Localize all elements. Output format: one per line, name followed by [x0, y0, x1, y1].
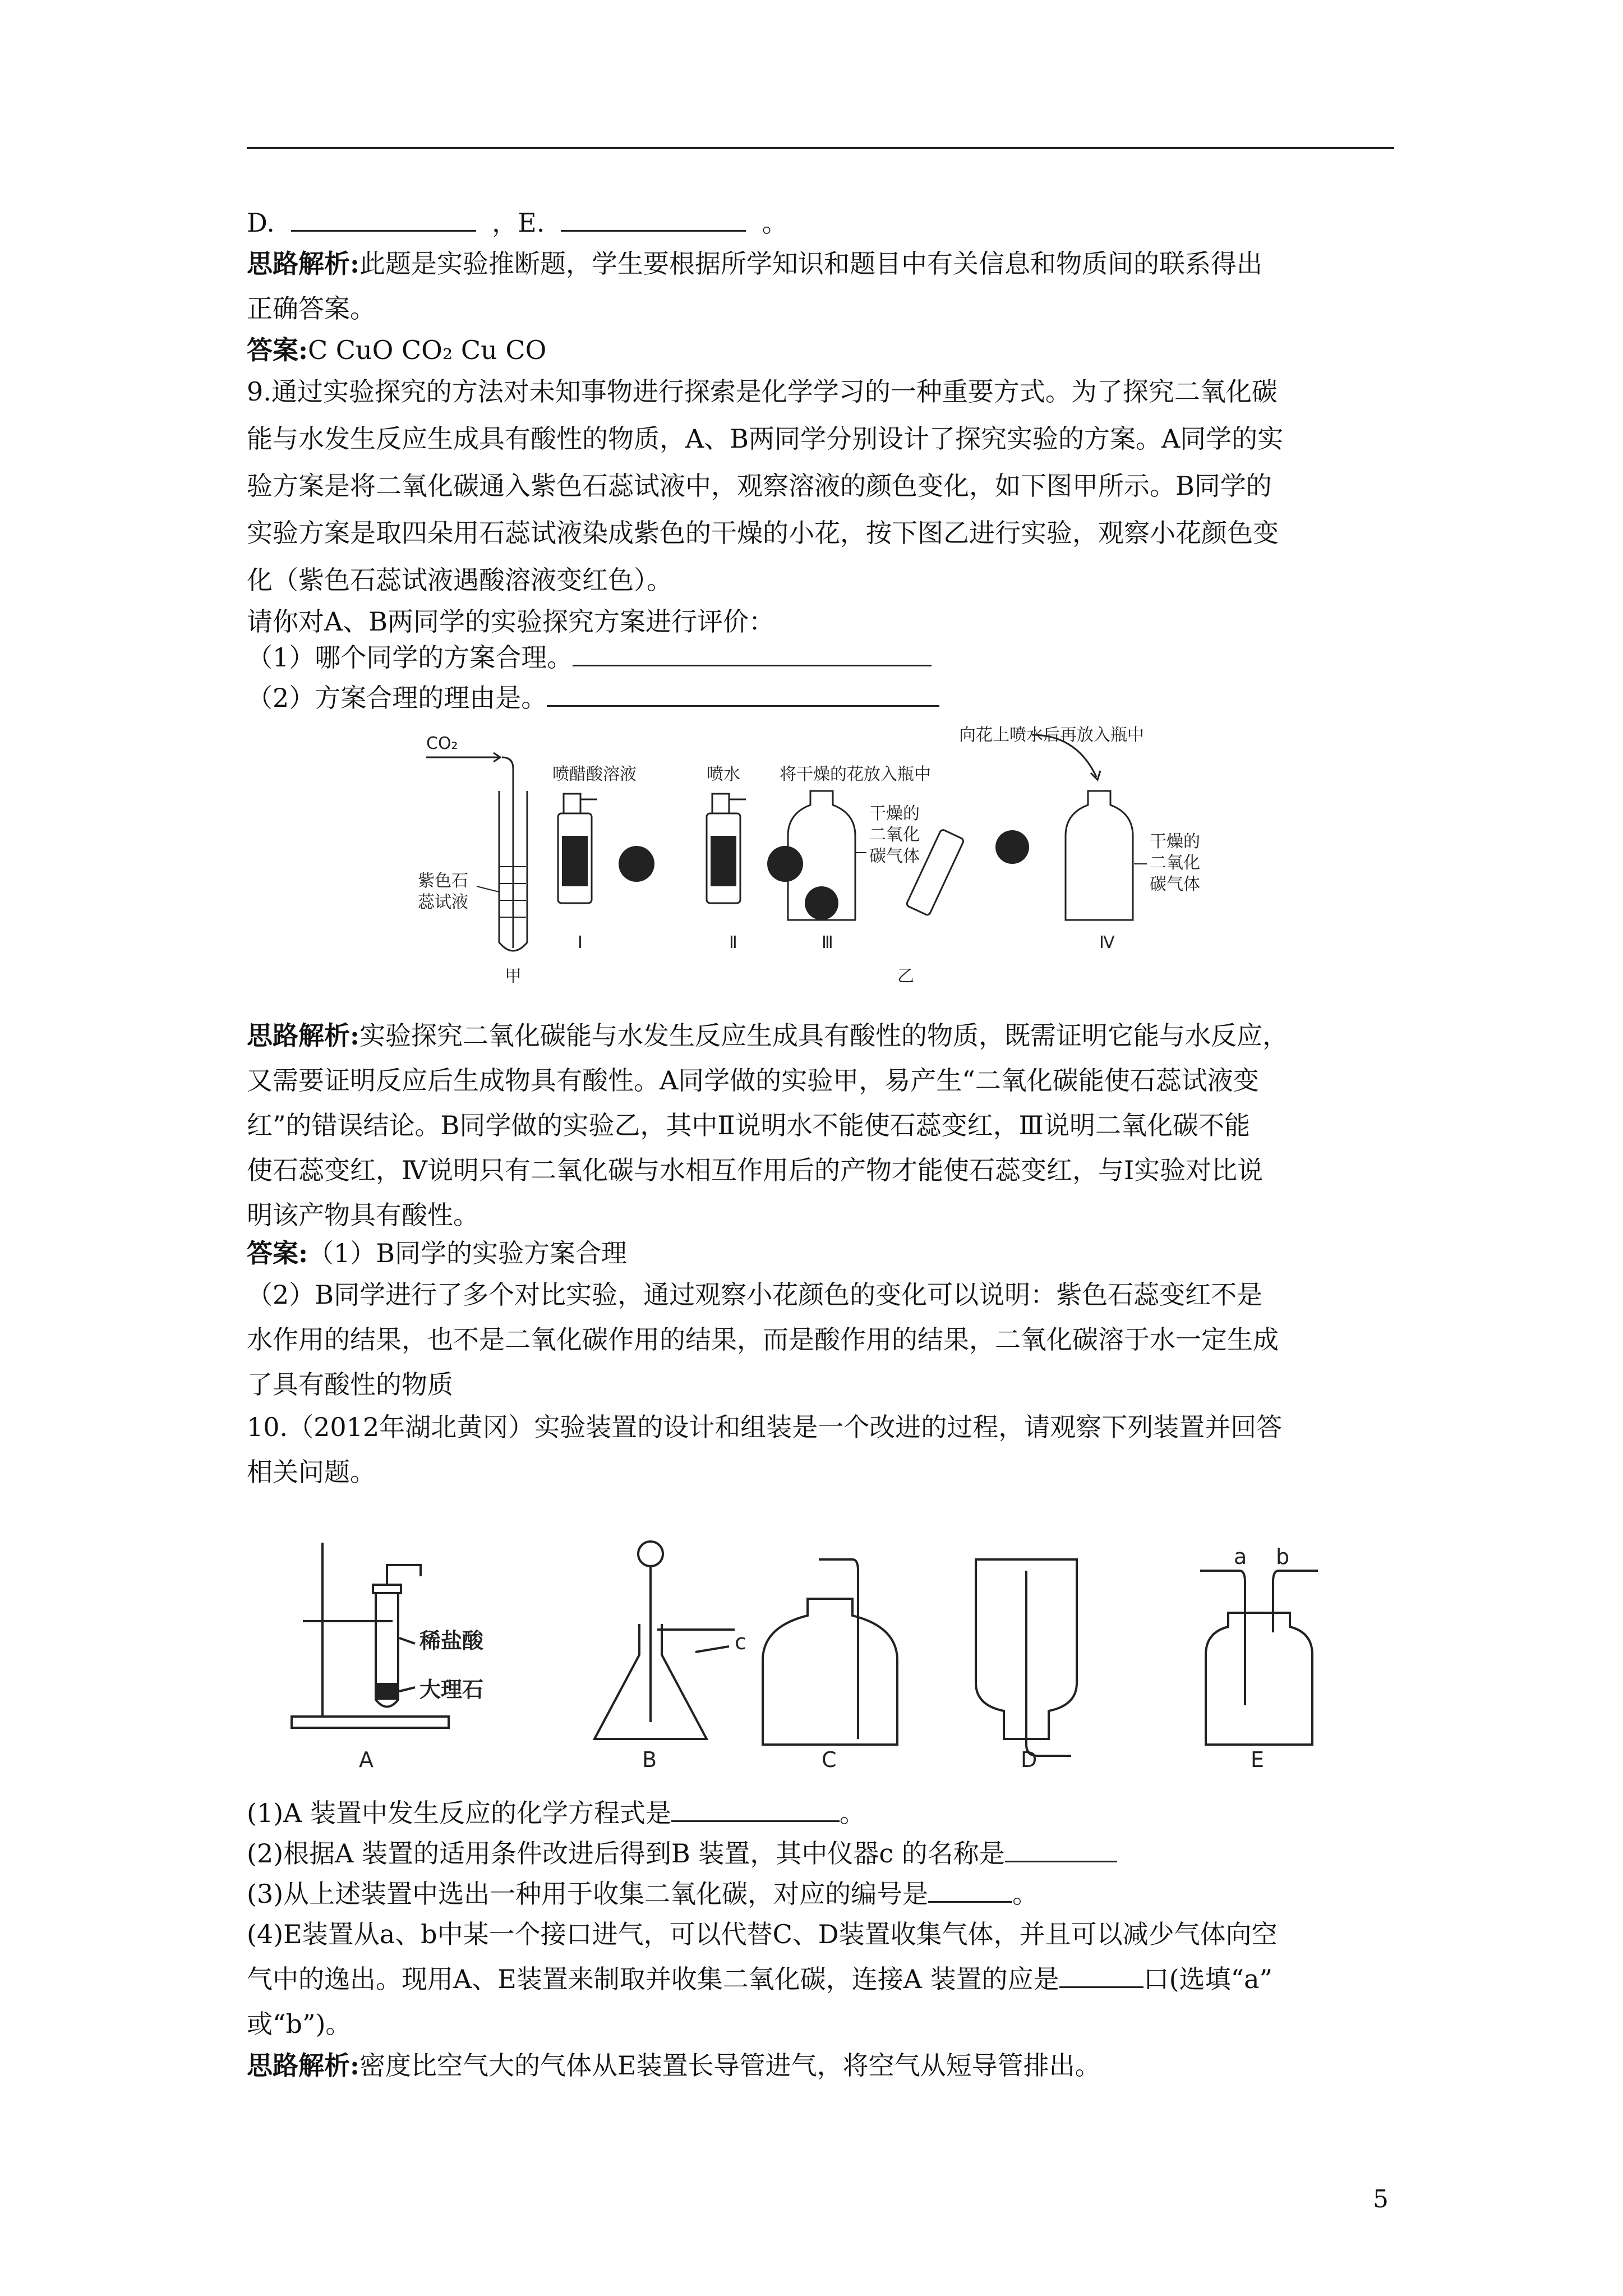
label-marble: 大理石 — [419, 1677, 484, 1702]
bottle-label-2 — [711, 836, 736, 886]
q9-sub2: （2）方案合理的理由是。 — [247, 674, 1394, 721]
q9-analysis-3: 使石蕊变红，Ⅳ说明只有二氧化碳与水相互作用后的产物才能使石蕊变红，与Ⅰ实验对比说 — [247, 1155, 1264, 1185]
c-tube — [819, 1559, 858, 1739]
q9-line-0: 9.通过实验探究的方法对未知事物进行探索是化学学习的一种重要方式。为了探究二氧化碳 — [247, 376, 1278, 407]
header-rule — [247, 147, 1394, 149]
q10-line-1: 相关问题。 — [247, 1457, 376, 1487]
q10-analysis: 思路解析:密度比空气大的气体从E装置长导管进气，将空气从短导管排出。 — [247, 2050, 1101, 2081]
roman-4: Ⅳ — [1099, 933, 1115, 953]
roman-3: Ⅲ — [822, 933, 833, 953]
b-funnel-bulb — [638, 1542, 663, 1566]
q10-sub3: (3)从上述装置中选出一种用于收集二氧化碳，对应的编号是 。 — [247, 1870, 1394, 1917]
tube-label-1: 紫色石 — [418, 871, 468, 891]
a-marble — [377, 1683, 397, 1700]
label-dilute-hcl: 稀盐酸 — [419, 1628, 484, 1653]
blank-e[interactable] — [561, 201, 746, 232]
dry-co2-3-l3: 碳气体 — [869, 846, 920, 866]
blank-q9-1[interactable] — [573, 636, 932, 666]
label-D: D — [1021, 1747, 1038, 1772]
a-leader-2 — [399, 1687, 415, 1691]
label-spray-acid: 喷醋酸溶液 — [552, 765, 637, 784]
q9-line-4: 化（紫色石蕊试液遇酸溶液变红色）。 — [247, 565, 672, 595]
e-short-tube — [1273, 1571, 1318, 1632]
q8-answer: 答案:C CuO CO₂ Cu CO — [247, 335, 547, 365]
flower-3 — [805, 886, 838, 920]
a-stopper — [373, 1585, 401, 1593]
q9-analysis-2: 红”的错误结论。B同学做的实验乙，其中Ⅱ说明水不能使石蕊变红，Ⅲ说明二氧化碳不能 — [247, 1110, 1250, 1140]
flower-1 — [619, 846, 654, 882]
q10-sub1: (1)A 装置中发生反应的化学方程式是 。 — [247, 1789, 1394, 1837]
b-leader-c — [695, 1646, 729, 1652]
dry-co2-3-l2: 二氧化 — [869, 825, 920, 845]
a-leader-1 — [399, 1638, 415, 1644]
flower-4 — [995, 830, 1029, 864]
roman-1: Ⅰ — [578, 933, 583, 953]
label-put-dry: 将干燥的花放入瓶中 — [780, 765, 931, 784]
q9-analysis-1: 又需要证明反应后生成物具有酸性。A同学做的实验甲，易产生“二氧化碳能使石蕊试液变 — [247, 1065, 1259, 1096]
q9-analysis-4: 明该产物具有酸性。 — [247, 1200, 479, 1230]
blank-q10-3[interactable] — [928, 1872, 1012, 1903]
dry-co2-4-l3: 碳气体 — [1150, 875, 1200, 894]
blank-q10-1[interactable] — [671, 1791, 840, 1822]
spray-nozzle-2 — [712, 794, 729, 813]
dry-co2-4-l2: 二氧化 — [1150, 853, 1200, 873]
label-jia: 甲 — [505, 967, 522, 986]
dry-co2-4-l1: 干燥的 — [1150, 832, 1200, 852]
a-delivery-tube — [387, 1565, 421, 1585]
label-spray-then-put: 向花上喷水后再放入瓶中 — [959, 725, 1144, 745]
label-C: C — [822, 1747, 837, 1772]
q10-sub2: (2)根据A 装置的适用条件改进后得到B 装置，其中仪器c 的名称是 — [247, 1830, 1394, 1877]
q9-line-1: 能与水发生反应生成具有酸性的物质，A、B两同学分别设计了探究实验的方案。A同学的实 — [247, 424, 1284, 454]
label-b: b — [1276, 1544, 1290, 1569]
q9-sub1: （1）哪个同学的方案合理。 — [247, 634, 1394, 681]
label-B: B — [642, 1747, 657, 1772]
blank-q10-4[interactable] — [1059, 1957, 1144, 1988]
dry-co2-3-l1: 干燥的 — [869, 804, 920, 823]
label-A: A — [359, 1747, 374, 1772]
q8-analysis: 思路解析:此题是实验推断题，学生要根据所学知识和题目中有关信息和物质间的联系得出 — [247, 249, 1262, 279]
q10-sub4-1: 气中的逸出。现用A、E装置来制取并收集二氧化碳，连接A 装置的应是 口(选填“a” — [247, 1955, 1394, 2003]
page-number: 5 — [1373, 2185, 1389, 2214]
roman-2: Ⅱ — [729, 933, 737, 953]
spray-nozzle-1 — [564, 794, 580, 813]
blank-q9-2[interactable] — [547, 676, 939, 707]
q10-sub4-2: 或“b”)。 — [247, 2009, 352, 2039]
flower-2 — [767, 846, 803, 882]
inlet-tube — [502, 757, 513, 948]
leader-line — [477, 886, 499, 892]
e-bottle — [1206, 1613, 1312, 1745]
q9-figure — [415, 724, 1234, 987]
tube-label-2: 蕊试液 — [418, 892, 468, 912]
q9-line-3: 实验方案是取四朵用石蕊试液染成紫色的干燥的小花，按下图乙进行实验，观察小花颜色变 — [247, 518, 1279, 548]
blank-d[interactable] — [291, 201, 476, 232]
stand-base — [292, 1717, 449, 1728]
q10-figure-svg — [280, 1537, 1396, 1778]
blank-q10-2[interactable] — [1005, 1832, 1117, 1862]
q10-sub4-0: (4)E装置从a、b中某一个接口进气，可以代替C、D装置收集气体，并且可以减少气体向空 — [247, 1919, 1278, 1949]
bottle-label-1 — [562, 836, 588, 886]
label-yi: 乙 — [897, 967, 914, 986]
label-a: a — [1234, 1544, 1247, 1569]
q8-analysis-cont: 正确答案。 — [247, 293, 376, 324]
label-spray-water: 喷水 — [707, 765, 740, 784]
q9-analysis-0: 思路解析:实验探究二氧化碳能与水发生反应生成具有酸性的物质，既需证明它能与水反应， — [247, 1020, 1288, 1051]
c-gas-jar — [763, 1599, 897, 1745]
q9-line-2: 验方案是将二氧化碳通入紫色石蕊试液中，观察溶液的颜色变化，如下图甲所示。B同学的 — [247, 471, 1272, 501]
label-c: c — [735, 1630, 746, 1654]
q9-figure-svg — [415, 724, 1234, 987]
q10-line-0: 10.（2012年湖北黄冈）实验装置的设计和组装是一个改进的过程，请观察下列装置并回答 — [247, 1412, 1283, 1442]
q9-answer-2-2: 了具有酸性的物质 — [247, 1369, 453, 1400]
q9-answer-2-0: （2）B同学进行了多个对比实验，通过观察小花颜色的变化可以说明：紫色石蕊变红不是 — [247, 1280, 1263, 1310]
label-E: E — [1251, 1747, 1265, 1772]
q10-figure — [280, 1537, 1396, 1778]
q9-answer-1: 答案:（1）B同学的实验方案合理 — [247, 1238, 628, 1268]
co2-label: CO₂ — [426, 734, 458, 753]
q8-blanks-line: D. ，E. 。 — [247, 199, 1394, 246]
q9-line-5: 请你对A、B两同学的实验探究方案进行评价： — [247, 606, 775, 637]
jar-4 — [1066, 791, 1133, 920]
q9-answer-2-1: 水作用的结果，也不是二氧化碳作用的结果，而是酸作用的结果，二氧化碳溶于水一定生成 — [247, 1324, 1279, 1355]
